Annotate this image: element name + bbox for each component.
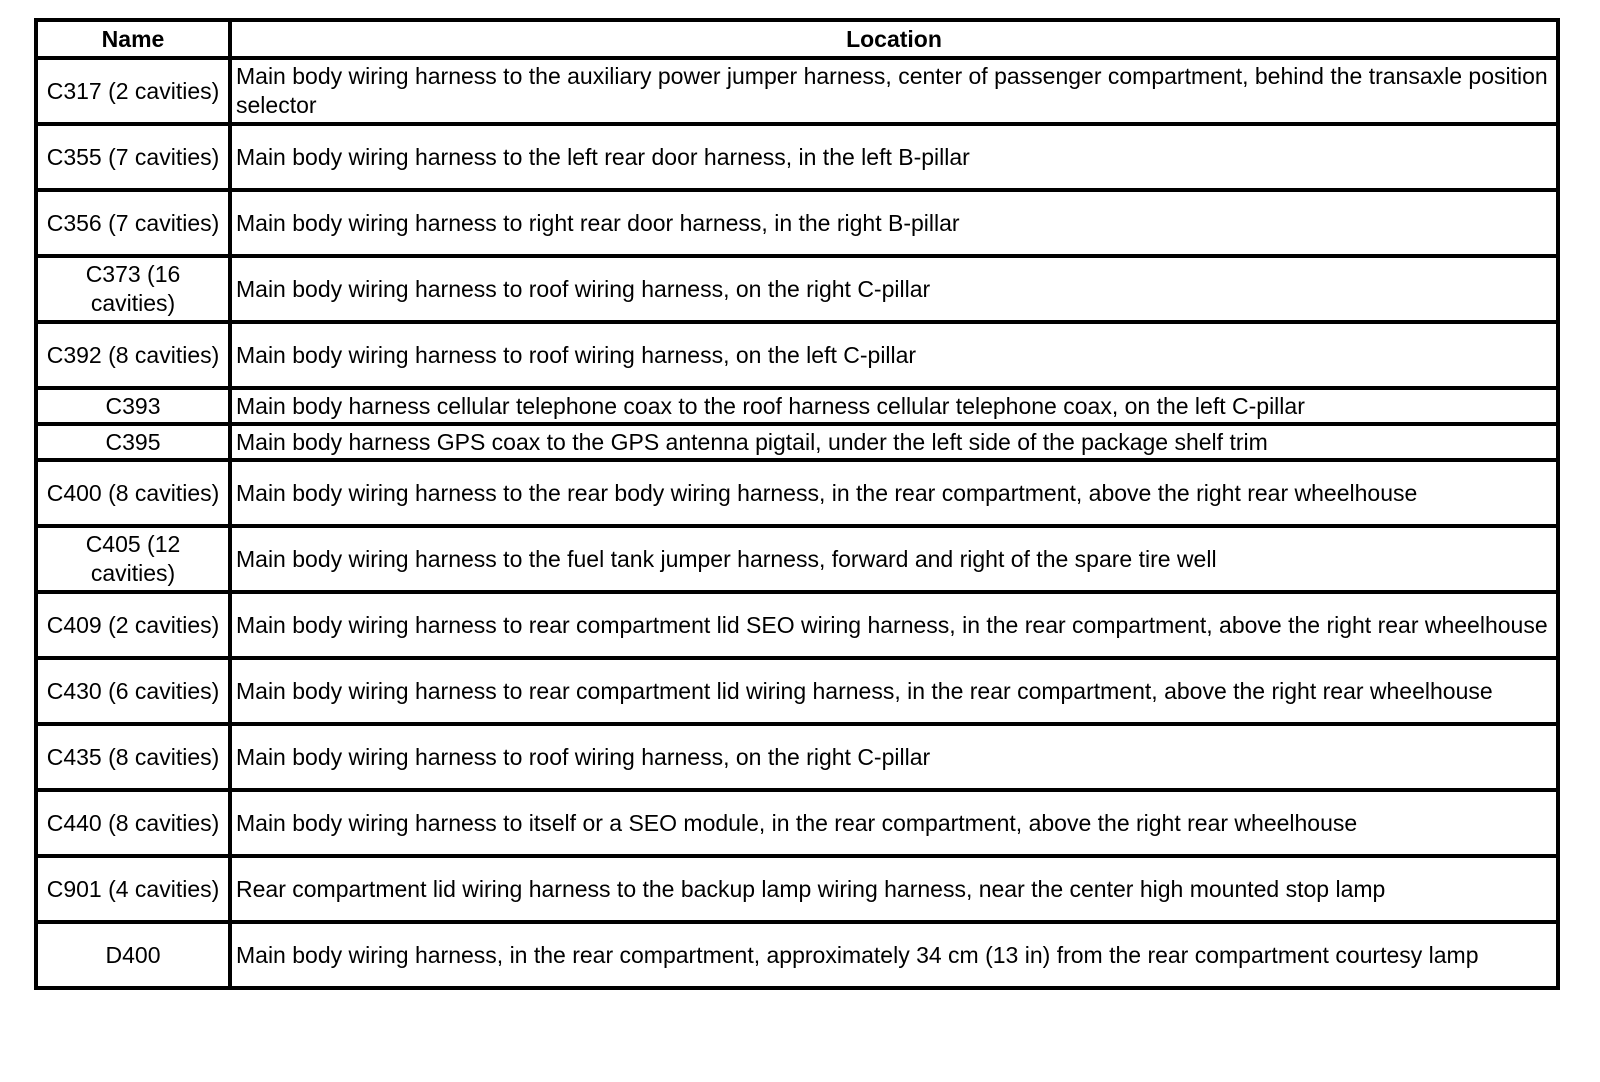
connector-location-cell: Main body wiring harness to the rear body wiring harness, in the rear compartment, above the right rear wheelhouse [230, 460, 1558, 526]
column-header-name: Name [36, 20, 230, 58]
connector-name-cell: C440 (8 cavities) [36, 790, 230, 856]
table-row [36, 526, 1558, 592]
table-row [36, 256, 1558, 322]
connector-location-cell: Main body wiring harness to the left rear door harness, in the left B-pillar [230, 124, 1558, 190]
connector-location-cell: Main body wiring harness to right rear door harness, in the right B-pillar [230, 190, 1558, 256]
connector-name-cell: C430 (6 cavities) [36, 658, 230, 724]
connector-name-cell: C405 (12 cavities) [36, 526, 230, 592]
column-header-location: Location [230, 20, 1558, 58]
connector-name-cell: C901 (4 cavities) [36, 856, 230, 922]
connector-location-cell: Main body harness cellular telephone coax to the roof harness cellular telephone coax, on the left C-pillar [230, 388, 1558, 424]
connector-location-cell: Main body wiring harness to rear compartment lid SEO wiring harness, in the rear compartment, above the right rear wheelhouse [230, 592, 1558, 658]
table-row [36, 388, 1558, 424]
table-row [36, 322, 1558, 388]
connector-name-cell: C435 (8 cavities) [36, 724, 230, 790]
connector-location-cell: Main body wiring harness to the auxiliary power jumper harness, center of passenger compartment, behind the transaxle position selector [230, 58, 1558, 124]
table-row [36, 658, 1558, 724]
table-row [36, 460, 1558, 526]
connector-location-cell: Main body wiring harness to roof wiring harness, on the right C-pillar [230, 256, 1558, 322]
connector-name-cell: C355 (7 cavities) [36, 124, 230, 190]
table-row [36, 724, 1558, 790]
connector-location-cell: Main body wiring harness, in the rear compartment, approximately 34 cm (13 in) from the rear compartment courtesy lamp [230, 922, 1558, 988]
connector-location-table [34, 18, 1560, 990]
connector-name-cell: C400 (8 cavities) [36, 460, 230, 526]
table-row [36, 58, 1558, 124]
connector-name-cell: D400 [36, 922, 230, 988]
table-row [36, 922, 1558, 988]
table-row [36, 190, 1558, 256]
connector-location-cell: Main body wiring harness to the fuel tank jumper harness, forward and right of the spare tire well [230, 526, 1558, 592]
connector-name-cell: C356 (7 cavities) [36, 190, 230, 256]
table-row [36, 790, 1558, 856]
connector-location-cell: Main body wiring harness to itself or a SEO module, in the rear compartment, above the right rear wheelhouse [230, 790, 1558, 856]
connector-location-cell: Main body wiring harness to roof wiring harness, on the right C-pillar [230, 724, 1558, 790]
connector-location-cell: Main body wiring harness to rear compartment lid wiring harness, in the rear compartment, above the right rear wheelhouse [230, 658, 1558, 724]
connector-location-cell: Main body wiring harness to roof wiring harness, on the left C-pillar [230, 322, 1558, 388]
connector-name-cell: C317 (2 cavities) [36, 58, 230, 124]
connector-name-cell: C409 (2 cavities) [36, 592, 230, 658]
connector-name-cell: C392 (8 cavities) [36, 322, 230, 388]
table-row [36, 124, 1558, 190]
connector-location-cell: Main body harness GPS coax to the GPS antenna pigtail, under the left side of the package shelf trim [230, 424, 1558, 460]
table-row [36, 592, 1558, 658]
connector-name-cell: C373 (16 cavities) [36, 256, 230, 322]
table-row [36, 856, 1558, 922]
connector-name-cell: C395 [36, 424, 230, 460]
table-row [36, 424, 1558, 460]
connector-location-cell: Rear compartment lid wiring harness to the backup lamp wiring harness, near the center high mounted stop lamp [230, 856, 1558, 922]
table-header-row [36, 20, 1558, 58]
connector-name-cell: C393 [36, 388, 230, 424]
